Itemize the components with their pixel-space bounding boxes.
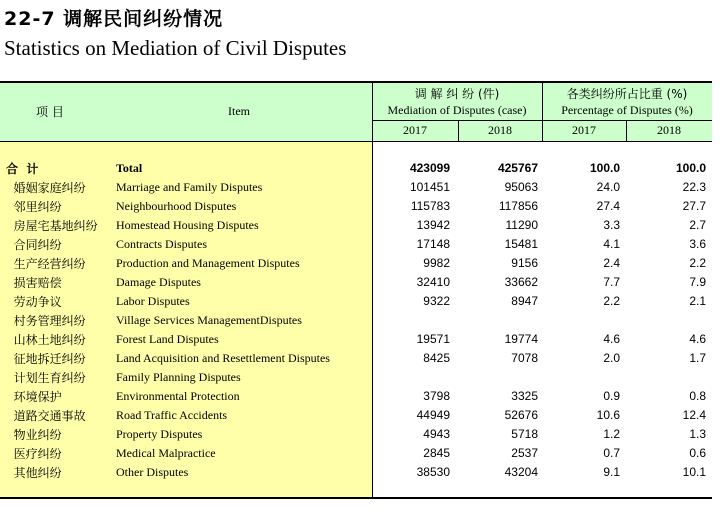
table-row — [0, 388, 712, 407]
row-label-cn: 合同纠纷 — [6, 238, 62, 252]
row-label-en: Homestead Housing Disputes — [116, 218, 259, 232]
row-label-en: Damage Disputes — [116, 275, 201, 289]
table-row — [0, 236, 712, 255]
table-row — [0, 426, 712, 445]
cell-percent-2017: 0.9 — [603, 389, 620, 403]
cell-cases-2018: 33662 — [504, 275, 538, 289]
row-label-cn: 道路交通事故 — [6, 409, 86, 423]
table-row — [0, 160, 712, 179]
row-label-en: Production and Management Disputes — [116, 256, 300, 270]
cell-cases-2017: 17148 — [416, 237, 450, 251]
table-row — [0, 255, 712, 274]
table-row — [0, 217, 712, 236]
row-label-cn: 劳动争议 — [6, 295, 62, 309]
row-label-cn: 合 计 — [6, 162, 39, 176]
row-label-cn: 山林土地纠纷 — [6, 333, 86, 347]
header-year: 2017 — [572, 123, 596, 137]
cell-percent-2017: 4.6 — [603, 332, 620, 346]
row-label-en: Total — [116, 161, 143, 175]
cell-percent-2017: 3.3 — [603, 218, 620, 232]
cell-percent-2017: 27.4 — [596, 199, 620, 213]
table-row — [0, 274, 712, 293]
row-label-cn: 村务管理纠纷 — [6, 314, 86, 328]
cell-percent-2017: 2.4 — [603, 256, 620, 270]
cell-percent-2017: 0.7 — [603, 446, 620, 460]
row-label-en: Road Traffic Accidents — [116, 408, 228, 422]
table-title-en: Statistics on Mediation of Civil Disputes — [4, 36, 347, 60]
cell-cases-2017: 32410 — [416, 275, 450, 289]
row-label-cn: 损害赔偿 — [6, 276, 62, 290]
row-label-en: Forest Land Disputes — [116, 332, 219, 346]
row-label-en: Medical Malpractice — [116, 446, 216, 460]
row-label-cn: 房屋宅基地纠纷 — [6, 219, 98, 233]
table-row — [0, 198, 712, 217]
cell-percent-2018: 7.9 — [689, 275, 706, 289]
table-title-cn: 22-7 调解民间纠纷情况 — [4, 8, 224, 30]
cell-percent-2017: 2.0 — [603, 351, 620, 365]
row-label-cn: 婚姻家庭纠纷 — [6, 181, 86, 195]
row-label-cn: 生产经营纠纷 — [6, 257, 86, 271]
cell-cases-2017: 115783 — [410, 199, 450, 213]
cell-percent-2018: 10.1 — [682, 465, 706, 479]
cell-percent-2018: 4.6 — [689, 332, 706, 346]
header-item-cn: 项 目 — [36, 105, 64, 119]
table-row — [0, 369, 712, 388]
cell-cases-2018: 8947 — [511, 294, 538, 308]
row-label-en: Other Disputes — [116, 465, 189, 479]
row-label-cn: 邻里纠纷 — [6, 200, 62, 214]
row-label-en: Land Acquisition and Resettlement Disputes — [116, 351, 330, 365]
cell-cases-2018: 425767 — [497, 161, 538, 175]
cell-cases-2017: 44949 — [416, 408, 450, 422]
row-label-en: Neighbourhood Disputes — [116, 199, 237, 213]
header-group1-cn: 调 解 纠 纷 (件) — [414, 87, 500, 101]
cell-cases-2017: 38530 — [416, 465, 450, 479]
table-row — [0, 312, 712, 331]
table-row — [0, 293, 712, 312]
row-label-cn: 医疗纠纷 — [6, 447, 62, 461]
cell-percent-2017: 10.6 — [596, 408, 620, 422]
cell-percent-2017: 9.1 — [603, 465, 620, 479]
row-label-cn: 其他纠纷 — [6, 466, 62, 480]
header-group2-cn: 各类纠纷所占比重 (%) — [566, 87, 688, 101]
cell-percent-2018: 0.8 — [689, 389, 706, 403]
cell-cases-2017: 2845 — [423, 446, 450, 460]
table-row — [0, 407, 712, 426]
cell-cases-2017: 423099 — [409, 161, 450, 175]
row-label-cn: 计划生育纠纷 — [6, 371, 86, 385]
table-bottom-rule — [0, 497, 712, 499]
row-label-en: Marriage and Family Disputes — [116, 180, 263, 194]
cell-percent-2017: 7.7 — [603, 275, 620, 289]
cell-cases-2017: 19571 — [416, 332, 450, 346]
cell-cases-2018: 5718 — [511, 427, 538, 441]
table-row — [0, 179, 712, 198]
cell-cases-2017: 3798 — [423, 389, 450, 403]
cell-percent-2017: 1.2 — [603, 427, 620, 441]
header-group1-en: Mediation of Disputes (case) — [387, 103, 527, 117]
row-label-en: Contracts Disputes — [116, 237, 207, 251]
table-header — [0, 83, 712, 142]
row-label-cn: 物业纠纷 — [6, 428, 62, 442]
cell-percent-2018: 27.7 — [682, 199, 706, 213]
cell-cases-2017: 8425 — [423, 351, 450, 365]
cell-percent-2018: 1.3 — [689, 427, 706, 441]
cell-percent-2017: 4.1 — [603, 237, 620, 251]
header-rule — [372, 120, 712, 121]
row-label-cn: 征地拆迁纠纷 — [6, 352, 86, 366]
row-label-en: Village Services ManagementDisputes — [116, 313, 302, 327]
cell-cases-2018: 11290 — [505, 218, 538, 232]
row-label-en: Family Planning Disputes — [116, 370, 241, 384]
cell-cases-2018: 7078 — [511, 351, 538, 365]
cell-cases-2018: 52676 — [504, 408, 538, 422]
cell-percent-2018: 22.3 — [682, 180, 706, 194]
cell-percent-2018: 2.2 — [689, 256, 706, 270]
cell-cases-2017: 9982 — [423, 256, 450, 270]
cell-cases-2018: 117856 — [498, 199, 538, 213]
cell-cases-2018: 95063 — [504, 180, 538, 194]
cell-cases-2018: 43204 — [504, 465, 538, 479]
row-label-en: Property Disputes — [116, 427, 203, 441]
cell-percent-2018: 3.6 — [689, 237, 706, 251]
cell-percent-2017: 2.2 — [603, 294, 620, 308]
header-year: 2017 — [403, 123, 427, 137]
header-year: 2018 — [488, 123, 512, 137]
table-row — [0, 445, 712, 464]
cell-percent-2018: 100.0 — [675, 161, 706, 175]
header-year: 2018 — [657, 123, 681, 137]
row-label-en: Environmental Protection — [116, 389, 240, 403]
cell-cases-2017: 4943 — [423, 427, 450, 441]
cell-cases-2017: 101451 — [409, 180, 450, 194]
cell-cases-2018: 2537 — [511, 446, 538, 460]
header-item-en: Item — [228, 104, 250, 118]
cell-percent-2018: 2.7 — [689, 218, 706, 232]
row-label-en: Labor Disputes — [116, 294, 190, 308]
cell-cases-2018: 9156 — [511, 256, 538, 270]
row-label-cn: 环境保护 — [6, 390, 62, 404]
header-group2-en: Percentage of Disputes (%) — [561, 103, 693, 117]
table-row — [0, 350, 712, 369]
table-row — [0, 331, 712, 350]
cell-cases-2018: 15481 — [504, 237, 538, 251]
cell-cases-2018: 3325 — [511, 389, 538, 403]
cell-cases-2018: 19774 — [504, 332, 538, 346]
cell-cases-2017: 13942 — [416, 218, 450, 232]
cell-percent-2017: 100.0 — [589, 161, 620, 175]
cell-percent-2018: 1.7 — [689, 351, 706, 365]
table-row — [0, 464, 712, 483]
cell-percent-2018: 0.6 — [689, 446, 706, 460]
cell-percent-2018: 2.1 — [689, 294, 706, 308]
cell-cases-2017: 9322 — [423, 294, 450, 308]
cell-percent-2017: 24.0 — [596, 180, 620, 194]
cell-percent-2018: 12.4 — [682, 408, 706, 422]
